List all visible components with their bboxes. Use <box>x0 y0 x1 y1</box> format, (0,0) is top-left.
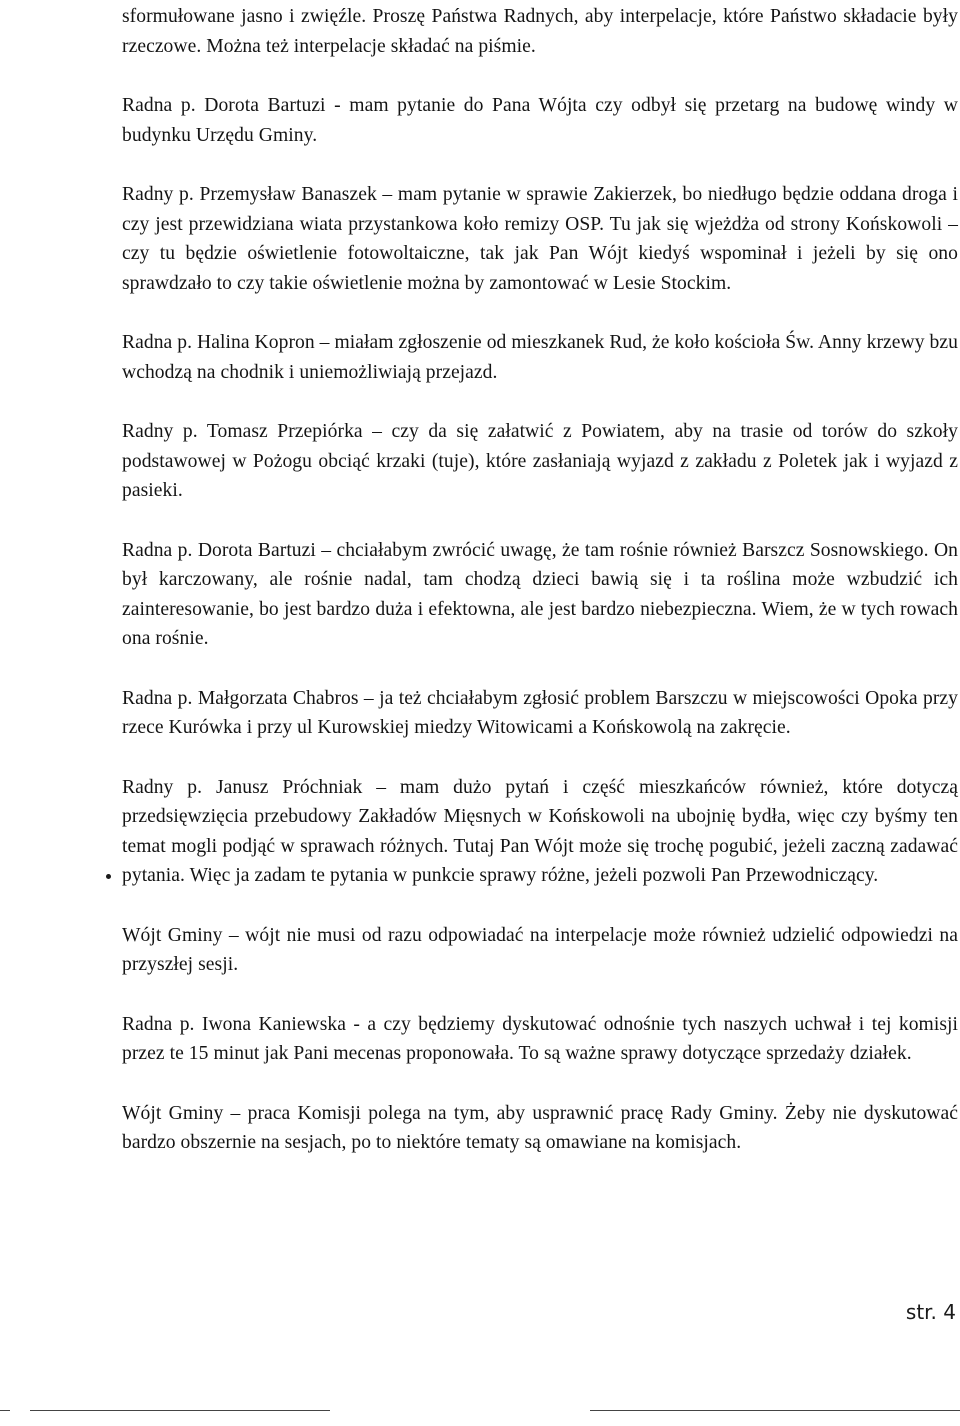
paragraph-interpelacje-intro: sformułowane jasno i zwięźle. Proszę Państwa Radnych, aby interpelacje, które Państwo składacie były rzeczowe. Można też interpelacje składać na piśmie. <box>122 6 958 57</box>
paragraph-bartuzi-barszcz: Radna p. Dorota Bartuzi – chciałabym zwrócić uwagę, że tam rośnie również Barszcz Sosnowskiego. On był karczowany, ale rośnie nadal, tam chodzą dzieci bawią się i ta roślina może wzbudzić ich zainteresowanie, bo jest bardzo duża i efektowna, ale jest bardzo niebezpieczna. Wiem, że w tych rowach ona rośnie. <box>122 539 958 649</box>
bottom-rule-segment <box>590 1410 960 1411</box>
paragraph-banaszek-zakierzek: Radny p. Przemysław Banaszek – mam pytanie w sprawie Zakierzek, bo niedługo będzie oddana droga i czy jest przewidziana wiata przystankowa koło remizy OSP. Tu jak się wjeżdża od strony Końskowoli – czy tu będzie oświetlenie fotowoltaiczne, tak jak Pan Wójt kiedyś wspominał i jeżeli by się ono sprawdzało to czy takie oświetlenie można by zamontować w Lesie Stockim. <box>122 184 958 294</box>
margin-dot-mark <box>106 874 111 879</box>
page-number: str. 4 <box>905 1300 956 1324</box>
paragraph-chabros-barszcz: Radna p. Małgorzata Chabros – ja też chciałabym zgłosić problem Barszczu w miejscowości Opoka przy rzece Kurówka i przy ul Kurowskiej miedzy Witowicami a Końskowolą na zakręcie. <box>122 687 958 738</box>
paragraph-bartuzi-winda: Radna p. Dorota Bartuzi - mam pytanie do Pana Wójta czy odbył się przetarg na budowę windy w budynku Urzędu Gminy. <box>122 95 958 146</box>
paragraph-prochniak-zaklady: Radny p. Janusz Próchniak – mam dużo pytań i część mieszkańców również, które dotyczą przedsięwzięcia przebudowy Zakładów Mięsnych w Końskowoli na ubojnię bydła, więc czy byśmy ten temat mogli podjąć w sprawach różnych. Tutaj Pan Wójt może się trochę pogubić, jeżeli zaczną zadawać pytania. Więc ja zadam te pytania w punkcie sprawy różne, jeżeli pozwoli Pan Przewodniczący. <box>122 776 958 886</box>
bottom-rule-segment <box>30 1410 330 1411</box>
paragraph-wojt-komisje: Wójt Gminy – praca Komisji polega na tym, aby usprawnić pracę Rady Gminy. Żeby nie dyskutować bardzo obszernie na sesjach, po to niektóre tematy są omawiane na komisjach. <box>122 1102 958 1153</box>
paragraph-przepiorka-krzaki: Radny p. Tomasz Przepiórka – czy da się załatwić z Powiatem, aby na trasie od torów do szkoły podstawowej w Pożogu obciąć krzaki (tuje), które zasłaniają wyjazd z zakładu z Poletek jak i wyjazd z pasieki. <box>122 421 958 501</box>
bottom-rule-segment <box>0 1410 10 1411</box>
document-body <box>122 2 958 1188</box>
paragraph-wojt-odpowiedz: Wójt Gminy – wójt nie musi od razu odpowiadać na interpelacje może również udzielić odpowiedzi na przyszłej sesji. <box>122 924 958 975</box>
paragraph-kopron-krzewy: Radna p. Halina Kopron – miałam zgłoszenie od mieszkanek Rud, że koło kościoła Św. Anny krzewy bzu wchodzą na chodnik i uniemożliwiają przejazd. <box>122 332 958 383</box>
paragraph-kaniewska-komisja: Radna p. Iwona Kaniewska - a czy będziemy dyskutować odnośnie tych naszych uchwał i tej komisji przez te 15 minut jak Pani mecenas proponowała. To są ważne sprawy dotyczące sprzedaży działek. <box>122 1013 958 1064</box>
